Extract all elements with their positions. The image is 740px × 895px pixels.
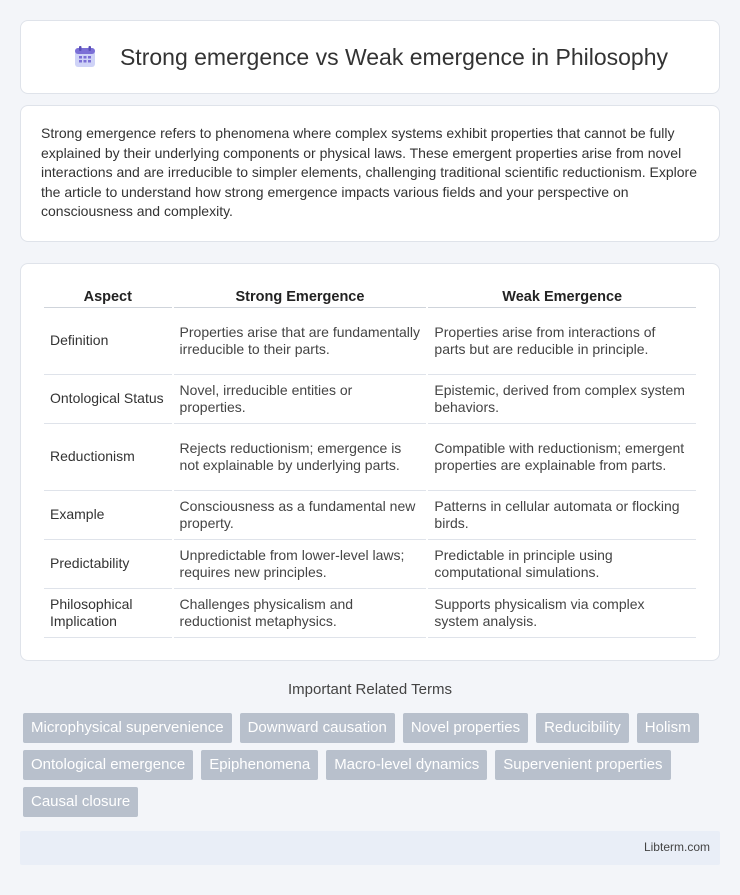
header-aspect: Aspect (44, 284, 172, 308)
row-weak: Patterns in cellular automata or flocking birds. (428, 491, 696, 540)
row-weak: Compatible with reductionism; emergent properties are explainable from parts. (428, 424, 696, 491)
table-header-row (44, 284, 696, 308)
tag[interactable]: Ontological emergence (23, 750, 193, 780)
calendar-grid-icon (72, 44, 98, 70)
row-strong: Unpredictable from lower-level laws; requires new principles. (174, 540, 427, 589)
tag[interactable]: Causal closure (23, 787, 138, 817)
title-card (20, 20, 720, 94)
tag[interactable]: Epiphenomena (201, 750, 318, 780)
tag[interactable]: Downward causation (240, 713, 395, 743)
related-terms-title: Important Related Terms (288, 681, 452, 698)
comparison-table-card (20, 263, 720, 661)
header-strong-emergence: Strong Emergence (174, 284, 427, 308)
header-weak-emergence: Weak Emergence (428, 284, 696, 308)
row-weak: Epistemic, derived from complex system behaviors. (428, 375, 696, 424)
page-title: Strong emergence vs Weak emergence in Philosophy (119, 43, 669, 70)
row-aspect: Philosophical Implication (44, 589, 172, 638)
row-strong: Properties arise that are fundamentally irreducible to their parts. (174, 308, 427, 375)
row-strong: Rejects reductionism; emergence is not explainable by underlying parts. (174, 424, 427, 491)
tag[interactable]: Holism (637, 713, 699, 743)
intro-card (20, 105, 720, 242)
intro-text: Strong emergence refers to phenomena where complex systems exhibit properties that cannot be fully explained by their underlying components or physical laws. These emergent properties arise from novel interactions and are irreducible to simpler elements, challenging traditional scientific reductionism. Explore the article to understand how strong emergence impacts various fields and your perspective on consciousness and complexity. (41, 125, 697, 220)
related-terms-tags (23, 713, 723, 824)
tag[interactable]: Novel properties (403, 713, 528, 743)
tag[interactable]: Microphysical supervenience (23, 713, 232, 743)
row-weak: Supports physicalism via complex system analysis. (428, 589, 696, 638)
row-strong: Novel, irreducible entities or properties. (174, 375, 427, 424)
tag[interactable]: Macro-level dynamics (326, 750, 487, 780)
table-row (44, 589, 696, 638)
row-aspect: Reductionism (44, 424, 172, 491)
tag[interactable]: Supervenient properties (495, 750, 670, 780)
footer-link[interactable]: Libterm.com (643, 840, 710, 854)
row-aspect: Ontological Status (44, 375, 172, 424)
row-aspect: Predictability (44, 540, 172, 589)
row-aspect: Definition (44, 308, 172, 375)
table-row (44, 375, 696, 424)
table-row (44, 308, 696, 375)
row-aspect: Example (44, 491, 172, 540)
tag[interactable]: Reducibility (536, 713, 629, 743)
row-strong: Challenges physicalism and reductionist metaphysics. (174, 589, 427, 638)
table-row (44, 491, 696, 540)
row-strong: Consciousness as a fundamental new property. (174, 491, 427, 540)
table-row (44, 424, 696, 491)
table-row (44, 540, 696, 589)
comparison-table (42, 284, 698, 638)
row-weak: Predictable in principle using computational simulations. (428, 540, 696, 589)
row-weak: Properties arise from interactions of parts but are reducible in principle. (428, 308, 696, 375)
footer (20, 831, 720, 865)
